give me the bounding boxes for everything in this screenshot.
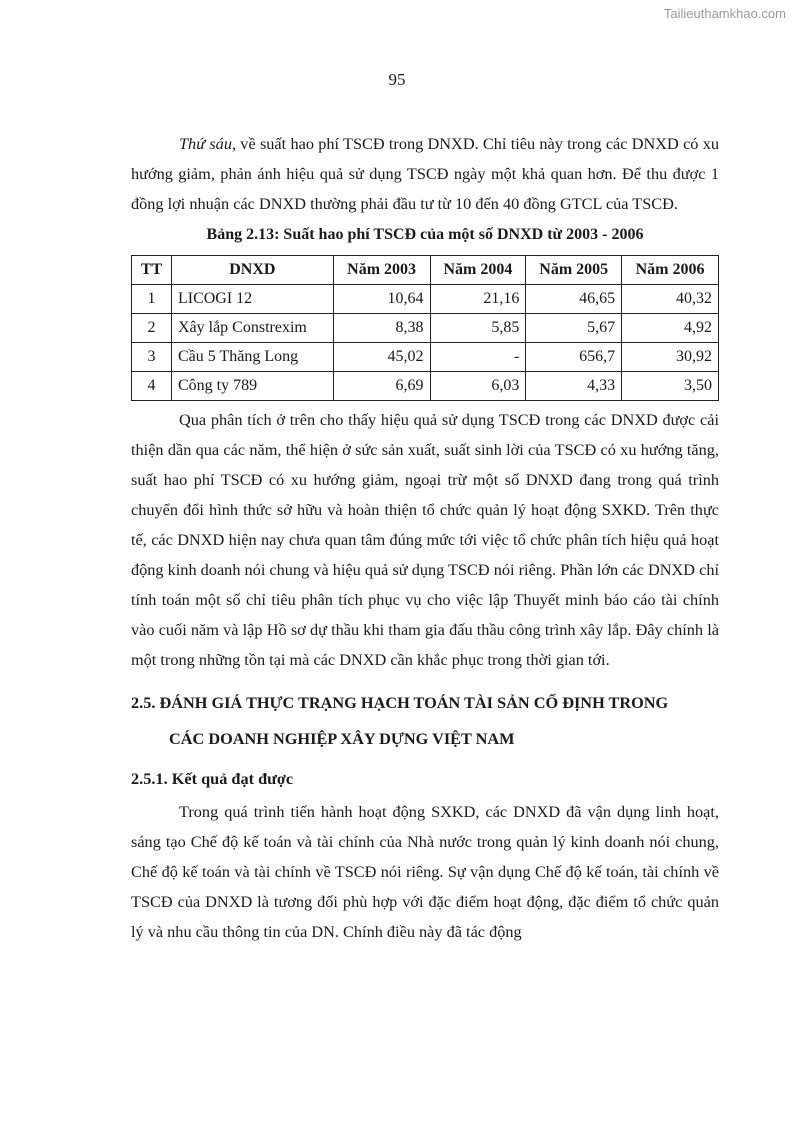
table-cell: 3: [132, 343, 172, 372]
table-caption: Bảng 2.13: Suất hao phí TSCĐ của một số DNXD từ 2003 - 2006: [206, 226, 644, 243]
column-header: Năm 2003: [333, 256, 430, 285]
column-header: Năm 2004: [430, 256, 526, 285]
table-cell: Cầu 5 Thăng Long: [171, 343, 333, 372]
column-header: Năm 2006: [622, 256, 719, 285]
table-row: [132, 372, 719, 401]
table-cell: 30,92: [622, 343, 719, 372]
subsection-heading: 2.5.1. Kết quả đạt được: [131, 769, 294, 788]
watermark: Tailieuthamkhao.com: [663, 6, 786, 21]
column-header: DNXD: [171, 256, 333, 285]
table-cell: 1: [132, 285, 172, 314]
table-row: [132, 343, 719, 372]
column-header: Năm 2005: [526, 256, 622, 285]
page-content: [131, 129, 719, 947]
table-cell: Công ty 789: [171, 372, 333, 401]
table-cell: 6,69: [333, 372, 430, 401]
table-cell: Xây lắp Constrexim: [171, 314, 333, 343]
results-paragraph: Trong quá trình tiến hành hoạt động SXKD, các DNXD đã vận dụng linh hoạt, sáng tạo Chế độ kế toán và tài chính của Nhà nước trong quản lý kinh doanh nói chung, Chế độ kế toán và tài chính về TSCĐ nói riêng. Sự vận dụng Chế độ kế toán, tài chính về TSCĐ của DNXD là tương đối phù hợp với đặc điểm hoạt động, đặc điểm tổ chức quản lý và nhu cầu thông tin của DN. Chính điều này đã tác động: [131, 802, 719, 941]
table-cell: 4,33: [526, 372, 622, 401]
table-header-row: [132, 256, 719, 285]
table-row: [132, 314, 719, 343]
table-cell: 656,7: [526, 343, 622, 372]
table-cell: 6,03: [430, 372, 526, 401]
section-heading-line2: CÁC DOANH NGHIỆP XÂY DỰNG VIỆT NAM: [169, 729, 515, 748]
table-cell: 45,02: [333, 343, 430, 372]
column-header: TT: [132, 256, 172, 285]
expense-table: [131, 255, 719, 401]
table-cell: 5,85: [430, 314, 526, 343]
table-row: [132, 285, 719, 314]
table-cell: 8,38: [333, 314, 430, 343]
intro-paragraph: [131, 129, 719, 219]
intro-italic-lead: Thứ sáu: [179, 134, 232, 153]
table-cell: 4: [132, 372, 172, 401]
table-cell: 4,92: [622, 314, 719, 343]
section-heading-line1: 2.5. ĐÁNH GIÁ THỰC TRẠNG HẠCH TOÁN TÀI SẢN CỐ ĐỊNH TRONG: [131, 693, 669, 712]
section-heading: [131, 685, 719, 757]
table-cell: LICOGI 12: [171, 285, 333, 314]
table-cell: 2: [132, 314, 172, 343]
table-cell: 46,65: [526, 285, 622, 314]
page-number: 95: [388, 70, 406, 89]
table-cell: -: [430, 343, 526, 372]
analysis-paragraph: Qua phân tích ở trên cho thấy hiệu quả sử dụng TSCĐ trong các DNXD được cải thiện dần qua các năm, thể hiện ở sức sản xuất, suất sinh lời của TSCĐ có xu hướng tăng, suất hao phí TSCĐ có xu hướng giảm, ngoại trừ một số DNXD đang trong quá trình chuyển đổi hình thức sở hữu và hoàn thiện tổ chức quản lý hoạt động SXKD. Trên thực tế, các DNXD hiện nay chưa quan tâm đúng mức tới việc tổ chức phân tích hiệu quả hoạt động kinh doanh nói chung và hiệu quả sử dụng TSCĐ nói riêng. Phần lớn các DNXD chỉ tính toán một số chỉ tiêu phân tích phục vụ cho việc lập Thuyết minh báo cáo tài chính vào cuối năm và lập Hồ sơ dự thầu khi tham gia đấu thầu công trình xây lắp. Đây chính là một trong những tồn tại mà các DNXD cần khắc phục trong thời gian tới.: [131, 410, 719, 669]
table-cell: 10,64: [333, 285, 430, 314]
table-cell: 5,67: [526, 314, 622, 343]
table-cell: 21,16: [430, 285, 526, 314]
intro-text: , về suất hao phí TSCĐ trong DNXD. Chỉ tiêu này trong các DNXD có xu hướng giảm, phản ánh hiệu quả sử dụng TSCĐ ngày một khả quan hơn. Để thu được 1 đồng lợi nhuận các DNXD thường phải đầu tư từ 10 đến 40 đồng GTCL của TSCĐ.: [131, 134, 719, 213]
table-cell: 40,32: [622, 285, 719, 314]
table-cell: 3,50: [622, 372, 719, 401]
